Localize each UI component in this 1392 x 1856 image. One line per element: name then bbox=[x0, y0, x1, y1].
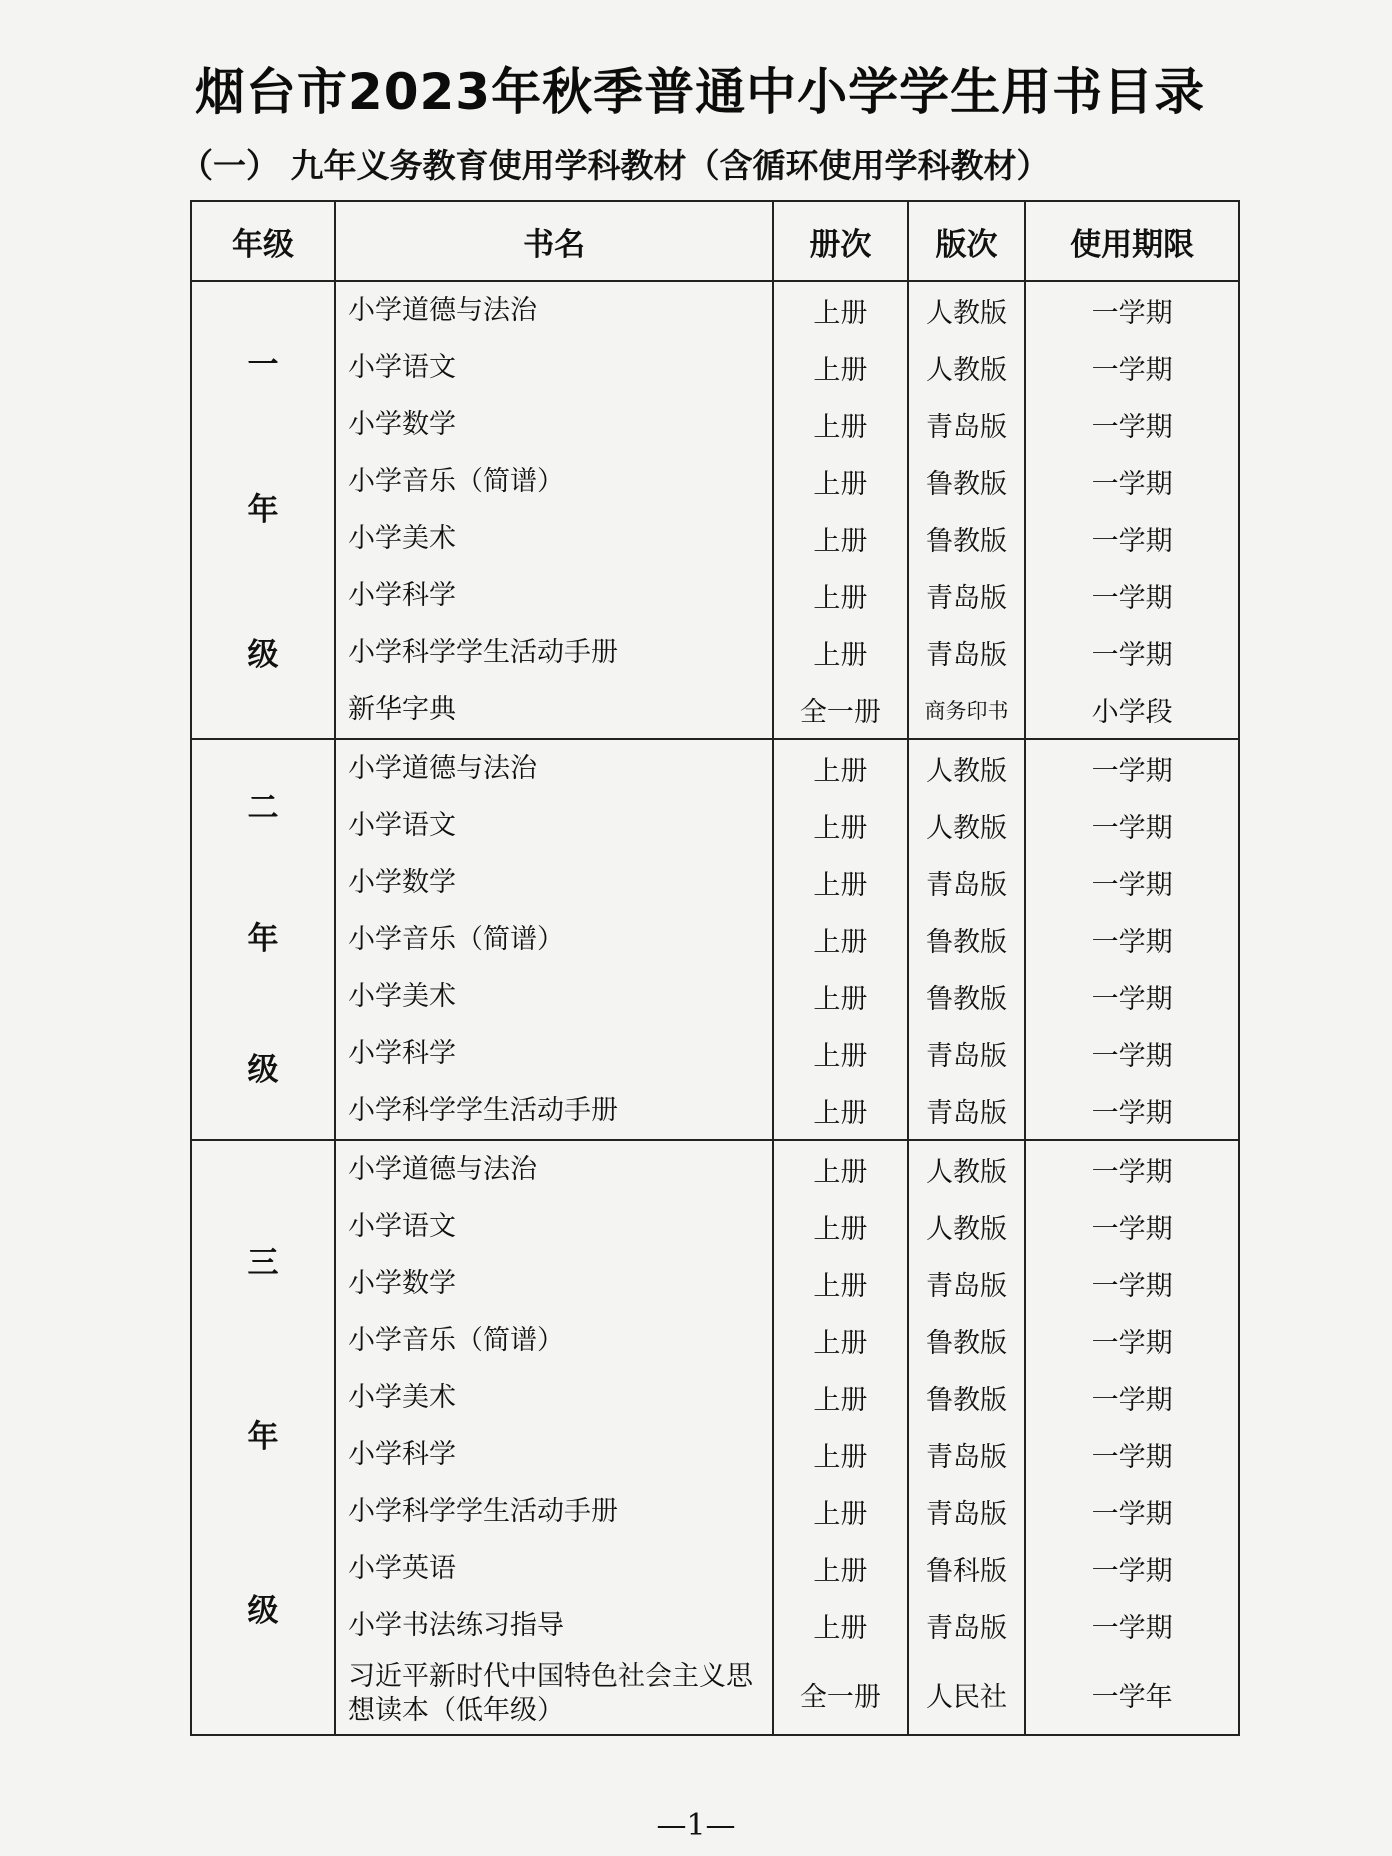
book-name-cell: 小学科学学生活动手册 bbox=[335, 624, 773, 681]
header-period: 使用期限 bbox=[1025, 201, 1239, 281]
section-subtitle: （一） 九年义务教育使用学科教材（含循环使用学科教材） bbox=[180, 146, 1050, 185]
grade-char: 级 bbox=[247, 1052, 279, 1088]
edition-cell: 人民社 bbox=[908, 1654, 1026, 1735]
table-row bbox=[191, 797, 1239, 854]
table-row bbox=[191, 510, 1239, 567]
table-row bbox=[191, 1140, 1239, 1198]
grade-char: 级 bbox=[247, 636, 279, 673]
table-row bbox=[191, 1312, 1239, 1369]
volume-cell: 上册 bbox=[773, 1082, 907, 1140]
table-row bbox=[191, 1198, 1239, 1255]
book-name-cell: 小学音乐（简谱） bbox=[335, 453, 773, 510]
edition-cell: 青岛版 bbox=[908, 1025, 1026, 1082]
table-row bbox=[191, 681, 1239, 739]
period-cell: 一学期 bbox=[1025, 1540, 1239, 1597]
edition-cell: 人教版 bbox=[908, 797, 1026, 854]
book-name-cell: 小学科学学生活动手册 bbox=[335, 1082, 773, 1140]
book-name-cell: 小学语文 bbox=[335, 1198, 773, 1255]
period-cell: 一学期 bbox=[1025, 854, 1239, 911]
volume-cell: 上册 bbox=[773, 739, 907, 797]
book-name-cell: 小学美术 bbox=[335, 968, 773, 1025]
page-title: 烟台市2023年秋季普通中小学学生用书目录 bbox=[194, 63, 1206, 121]
grade-char: 年 bbox=[247, 921, 279, 957]
book-name-cell: 习近平新时代中国特色社会主义思想读本（低年级） bbox=[335, 1654, 773, 1735]
header-volume: 册次 bbox=[773, 201, 907, 281]
period-cell: 一学期 bbox=[1025, 1426, 1239, 1483]
table-row bbox=[191, 854, 1239, 911]
table-row bbox=[191, 567, 1239, 624]
volume-cell: 上册 bbox=[773, 911, 907, 968]
book-name-cell: 小学科学学生活动手册 bbox=[335, 1483, 773, 1540]
edition-cell: 鲁教版 bbox=[908, 1369, 1026, 1426]
edition-cell: 鲁教版 bbox=[908, 453, 1026, 510]
grade-char: 年 bbox=[247, 491, 279, 528]
period-cell: 一学期 bbox=[1025, 1255, 1239, 1312]
volume-cell: 上册 bbox=[773, 1198, 907, 1255]
table-row bbox=[191, 911, 1239, 968]
edition-cell: 青岛版 bbox=[908, 624, 1026, 681]
grade-char: 三 bbox=[247, 1245, 279, 1281]
period-cell: 一学期 bbox=[1025, 281, 1239, 339]
table-row bbox=[191, 396, 1239, 453]
volume-cell: 上册 bbox=[773, 281, 907, 339]
grade-cell bbox=[191, 281, 335, 739]
volume-cell: 上册 bbox=[773, 624, 907, 681]
period-cell: 一学期 bbox=[1025, 1025, 1239, 1082]
book-name-cell: 小学科学 bbox=[335, 567, 773, 624]
table-row bbox=[191, 281, 1239, 339]
table-row bbox=[191, 1540, 1239, 1597]
edition-cell: 鲁科版 bbox=[908, 1540, 1026, 1597]
header-edition: 版次 bbox=[908, 201, 1026, 281]
period-cell: 一学期 bbox=[1025, 453, 1239, 510]
period-cell: 一学期 bbox=[1025, 567, 1239, 624]
table-row bbox=[191, 339, 1239, 396]
edition-cell: 人教版 bbox=[908, 1140, 1026, 1198]
edition-cell: 青岛版 bbox=[908, 854, 1026, 911]
page-number: —1— bbox=[656, 1808, 736, 1843]
table-row bbox=[191, 968, 1239, 1025]
period-cell: 一学期 bbox=[1025, 624, 1239, 681]
volume-cell: 上册 bbox=[773, 1255, 907, 1312]
volume-cell: 上册 bbox=[773, 797, 907, 854]
book-name-cell: 小学英语 bbox=[335, 1540, 773, 1597]
period-cell: 一学期 bbox=[1025, 1198, 1239, 1255]
header-grade: 年级 bbox=[191, 201, 335, 281]
book-name-cell: 小学数学 bbox=[335, 1255, 773, 1312]
edition-cell: 鲁教版 bbox=[908, 510, 1026, 567]
grade-char: 年 bbox=[247, 1419, 279, 1455]
volume-cell: 上册 bbox=[773, 1597, 907, 1654]
edition-cell: 青岛版 bbox=[908, 1483, 1026, 1540]
table-row bbox=[191, 1369, 1239, 1426]
volume-cell: 全一册 bbox=[773, 681, 907, 739]
period-cell: 一学期 bbox=[1025, 1082, 1239, 1140]
period-cell: 一学期 bbox=[1025, 339, 1239, 396]
volume-cell: 上册 bbox=[773, 567, 907, 624]
volume-cell: 上册 bbox=[773, 1140, 907, 1198]
grade-char: 一 bbox=[247, 346, 279, 383]
grade-cell bbox=[191, 1140, 335, 1735]
book-name-cell: 新华字典 bbox=[335, 681, 773, 739]
period-cell: 一学年 bbox=[1025, 1654, 1239, 1735]
volume-cell: 上册 bbox=[773, 1540, 907, 1597]
table-row bbox=[191, 1654, 1239, 1735]
period-cell: 一学期 bbox=[1025, 1140, 1239, 1198]
book-name-cell: 小学音乐（简谱） bbox=[335, 1312, 773, 1369]
volume-cell: 上册 bbox=[773, 396, 907, 453]
period-cell: 一学期 bbox=[1025, 739, 1239, 797]
grade-cell bbox=[191, 739, 335, 1140]
period-cell: 一学期 bbox=[1025, 797, 1239, 854]
edition-cell: 青岛版 bbox=[908, 567, 1026, 624]
edition-cell: 青岛版 bbox=[908, 396, 1026, 453]
edition-cell: 青岛版 bbox=[908, 1082, 1026, 1140]
volume-cell: 上册 bbox=[773, 1483, 907, 1540]
edition-cell: 青岛版 bbox=[908, 1426, 1026, 1483]
volume-cell: 上册 bbox=[773, 1312, 907, 1369]
edition-cell: 人教版 bbox=[908, 339, 1026, 396]
period-cell: 一学期 bbox=[1025, 911, 1239, 968]
book-name-cell: 小学语文 bbox=[335, 339, 773, 396]
volume-cell: 上册 bbox=[773, 854, 907, 911]
table-row bbox=[191, 453, 1239, 510]
edition-cell: 人教版 bbox=[908, 1198, 1026, 1255]
volume-cell: 上册 bbox=[773, 1426, 907, 1483]
volume-cell: 上册 bbox=[773, 1369, 907, 1426]
book-name-cell: 小学道德与法治 bbox=[335, 1140, 773, 1198]
table-row bbox=[191, 1597, 1239, 1654]
period-cell: 一学期 bbox=[1025, 1312, 1239, 1369]
volume-cell: 上册 bbox=[773, 510, 907, 567]
edition-cell: 鲁教版 bbox=[908, 911, 1026, 968]
period-cell: 一学期 bbox=[1025, 1597, 1239, 1654]
table-row bbox=[191, 1426, 1239, 1483]
book-name-cell: 小学数学 bbox=[335, 396, 773, 453]
volume-cell: 上册 bbox=[773, 968, 907, 1025]
edition-cell: 人教版 bbox=[908, 281, 1026, 339]
edition-cell: 鲁教版 bbox=[908, 1312, 1026, 1369]
period-cell: 一学期 bbox=[1025, 396, 1239, 453]
volume-cell: 全一册 bbox=[773, 1654, 907, 1735]
book-name-cell: 小学数学 bbox=[335, 854, 773, 911]
grade-char: 级 bbox=[247, 1593, 279, 1629]
edition-cell: 人教版 bbox=[908, 739, 1026, 797]
table-row bbox=[191, 1082, 1239, 1140]
period-cell: 一学期 bbox=[1025, 968, 1239, 1025]
period-cell: 一学期 bbox=[1025, 510, 1239, 567]
book-name-cell: 小学音乐（简谱） bbox=[335, 911, 773, 968]
book-name-cell: 小学科学 bbox=[335, 1426, 773, 1483]
book-name-cell: 小学美术 bbox=[335, 510, 773, 567]
table-header-row bbox=[191, 201, 1239, 281]
table-row bbox=[191, 1483, 1239, 1540]
book-name-cell: 小学书法练习指导 bbox=[335, 1597, 773, 1654]
table-row bbox=[191, 739, 1239, 797]
grade-char: 二 bbox=[247, 790, 279, 826]
table-body bbox=[191, 281, 1239, 1735]
book-name-cell: 小学道德与法治 bbox=[335, 281, 773, 339]
volume-cell: 上册 bbox=[773, 1025, 907, 1082]
book-list-table bbox=[190, 200, 1240, 1736]
edition-cell: 青岛版 bbox=[908, 1255, 1026, 1312]
period-cell: 一学期 bbox=[1025, 1369, 1239, 1426]
volume-cell: 上册 bbox=[773, 453, 907, 510]
edition-cell: 鲁教版 bbox=[908, 968, 1026, 1025]
table-row bbox=[191, 1025, 1239, 1082]
book-name-cell: 小学科学 bbox=[335, 1025, 773, 1082]
book-name-cell: 小学美术 bbox=[335, 1369, 773, 1426]
volume-cell: 上册 bbox=[773, 339, 907, 396]
book-name-cell: 小学道德与法治 bbox=[335, 739, 773, 797]
period-cell: 小学段 bbox=[1025, 681, 1239, 739]
edition-cell: 青岛版 bbox=[908, 1597, 1026, 1654]
table-row bbox=[191, 1255, 1239, 1312]
header-book-name: 书名 bbox=[335, 201, 773, 281]
table-row bbox=[191, 624, 1239, 681]
edition-cell: 商务印书 bbox=[908, 681, 1026, 739]
period-cell: 一学期 bbox=[1025, 1483, 1239, 1540]
book-name-cell: 小学语文 bbox=[335, 797, 773, 854]
